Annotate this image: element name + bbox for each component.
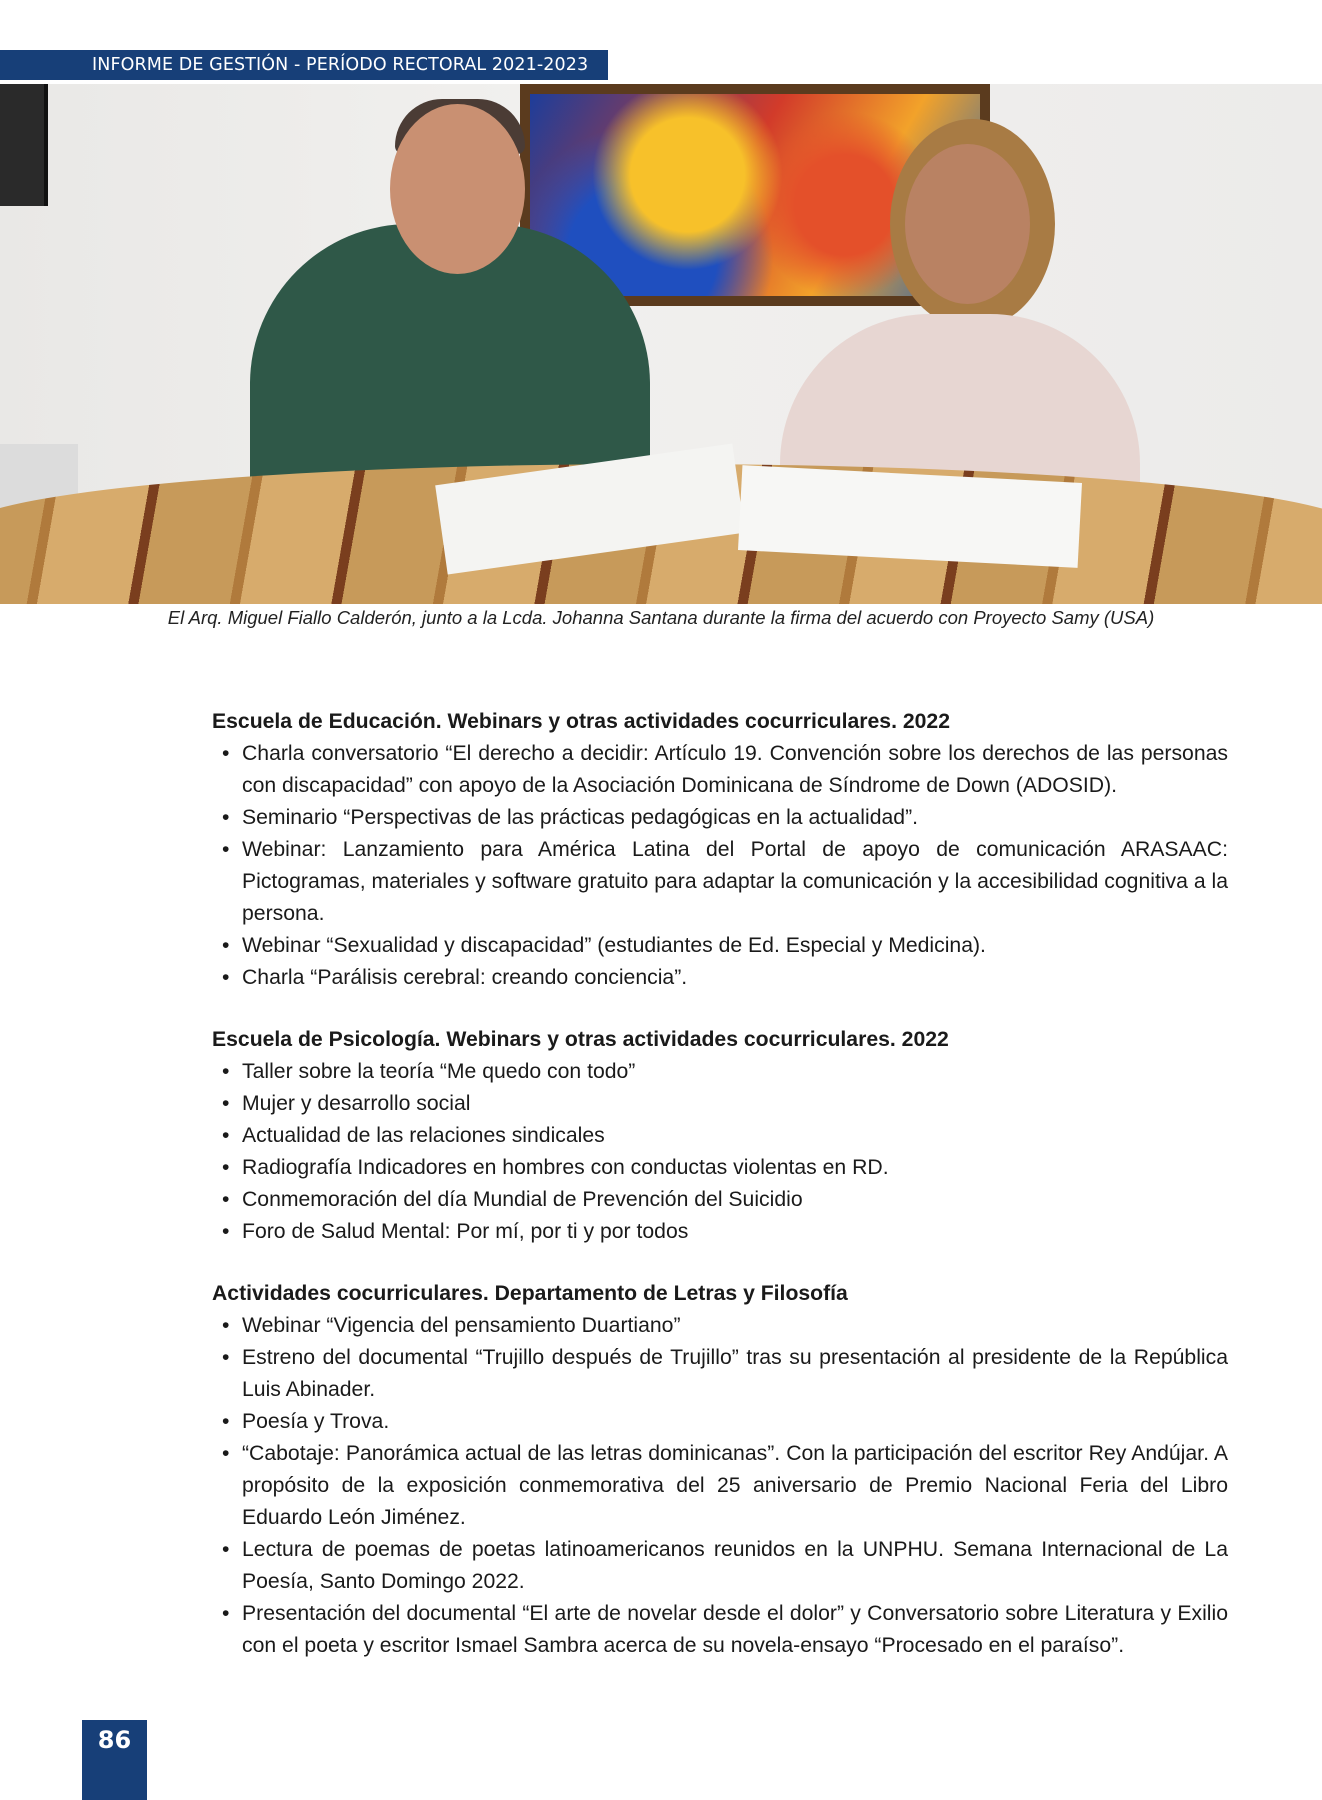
wall-frame <box>0 84 48 206</box>
list-item <box>212 1406 1228 1438</box>
bullet-icon: • <box>222 1060 230 1083</box>
bullet-icon: • <box>222 1314 230 1337</box>
activity-list <box>212 738 1228 994</box>
section-heading: Escuela de Psicología. Webinars y otras actividades cocurriculares. 2022 <box>212 1028 949 1051</box>
list-item <box>212 802 1228 834</box>
page-number: 86 <box>82 1720 147 1800</box>
list-item-text: Mujer y desarrollo social <box>242 1092 471 1115</box>
report-header-banner: INFORME DE GESTIÓN - PERÍODO RECTORAL 2021-2023 <box>0 50 608 80</box>
list-item <box>212 962 1228 994</box>
list-item-text: Webinar “Sexualidad y discapacidad” (estudiantes de Ed. Especial y Medicina). <box>242 934 986 957</box>
list-item-text: Webinar: Lanzamiento para América Latina del Portal de apoyo de comunicación ARASAAC: Pictogramas, materiales y software gratuito para adaptar la comunicación y la accesibilidad cognitiva a la persona. <box>242 838 1228 925</box>
list-item-text: Charla conversatorio “El derecho a decidir: Artículo 19. Convención sobre los derechos de las personas con discapacidad” con apoyo de la Asociación Dominicana de Síndrome de Down (ADOSID). <box>242 742 1228 797</box>
bullet-icon: • <box>222 966 230 989</box>
bullet-icon: • <box>222 838 230 861</box>
bullet-icon: • <box>222 1410 230 1433</box>
list-item <box>212 834 1228 930</box>
list-item-text: Actualidad de las relaciones sindicales <box>242 1124 605 1147</box>
list-item-text: Charla “Parálisis cerebral: creando conciencia”. <box>242 966 688 989</box>
list-item <box>212 738 1228 802</box>
list-item <box>212 1184 1228 1216</box>
bullet-icon: • <box>222 1346 230 1369</box>
bullet-icon: • <box>222 1538 230 1561</box>
bullet-icon: • <box>222 806 230 829</box>
list-item <box>212 1056 1228 1088</box>
list-item-text: Taller sobre la teoría “Me quedo con todo” <box>242 1060 636 1083</box>
bullet-icon: • <box>222 1442 230 1465</box>
bullet-icon: • <box>222 1124 230 1147</box>
section-heading: Escuela de Educación. Webinars y otras actividades cocurriculares. 2022 <box>212 710 950 733</box>
bullet-icon: • <box>222 1188 230 1211</box>
list-item-text: Webinar “Vigencia del pensamiento Duartiano” <box>242 1314 681 1337</box>
list-item-text: Presentación del documental “El arte de novelar desde el dolor” y Conversatorio sobre Literatura y Exilio con el poeta y escritor Ismael Sambra acerca de su novela-ensayo “Procesado en el paraíso”. <box>242 1602 1228 1657</box>
woman-head <box>905 144 1030 304</box>
section-heading: Actividades cocurriculares. Departamento de Letras y Filosofía <box>212 1282 848 1305</box>
list-item-text: “Cabotaje: Panorámica actual de las letras dominicanas”. Con la participación del escritor Rey Andújar. A propósito de la exposición conmemorativa del 25 aniversario de Premio Nacional Feria del Libro Eduardo León Jiménez. <box>242 1442 1228 1529</box>
list-item <box>212 1152 1228 1184</box>
photo-caption: El Arq. Miguel Fiallo Calderón, junto a la Lcda. Johanna Santana durante la firma del acuerdo con Proyecto Samy (USA) <box>167 607 1155 628</box>
list-item <box>212 1120 1228 1152</box>
bullet-icon: • <box>222 1220 230 1243</box>
list-item <box>212 1216 1228 1248</box>
activity-section <box>212 1278 1228 1662</box>
bullet-icon: • <box>222 1092 230 1115</box>
list-item <box>212 1438 1228 1534</box>
bullet-icon: • <box>222 742 230 765</box>
man-head <box>390 104 525 274</box>
list-item <box>212 1088 1228 1120</box>
list-item <box>212 930 1228 962</box>
document-paper <box>738 465 1082 568</box>
list-item <box>212 1598 1228 1662</box>
main-content <box>212 706 1228 1692</box>
activity-list <box>212 1056 1228 1248</box>
activity-list <box>212 1310 1228 1662</box>
list-item-text: Conmemoración del día Mundial de Prevención del Suicidio <box>242 1188 803 1211</box>
list-item <box>212 1310 1228 1342</box>
list-item-text: Foro de Salud Mental: Por mí, por ti y por todos <box>242 1220 689 1243</box>
list-item-text: Estreno del documental “Trujillo después de Trujillo” tras su presentación al presidente de la República Luis Abinader. <box>242 1346 1228 1401</box>
activity-section <box>212 706 1228 994</box>
list-item <box>212 1342 1228 1406</box>
list-item-text: Radiografía Indicadores en hombres con conductas violentas en RD. <box>242 1156 889 1179</box>
signing-photo <box>0 84 1322 604</box>
list-item <box>212 1534 1228 1598</box>
bullet-icon: • <box>222 934 230 957</box>
bullet-icon: • <box>222 1602 230 1625</box>
bullet-icon: • <box>222 1156 230 1179</box>
list-item-text: Seminario “Perspectivas de las prácticas pedagógicas en la actualidad”. <box>242 806 919 829</box>
list-item-text: Poesía y Trova. <box>242 1410 390 1433</box>
activity-section <box>212 1024 1228 1248</box>
list-item-text: Lectura de poemas de poetas latinoamericanos reunidos en la UNPHU. Semana Internacional de La Poesía, Santo Domingo 2022. <box>242 1538 1228 1593</box>
